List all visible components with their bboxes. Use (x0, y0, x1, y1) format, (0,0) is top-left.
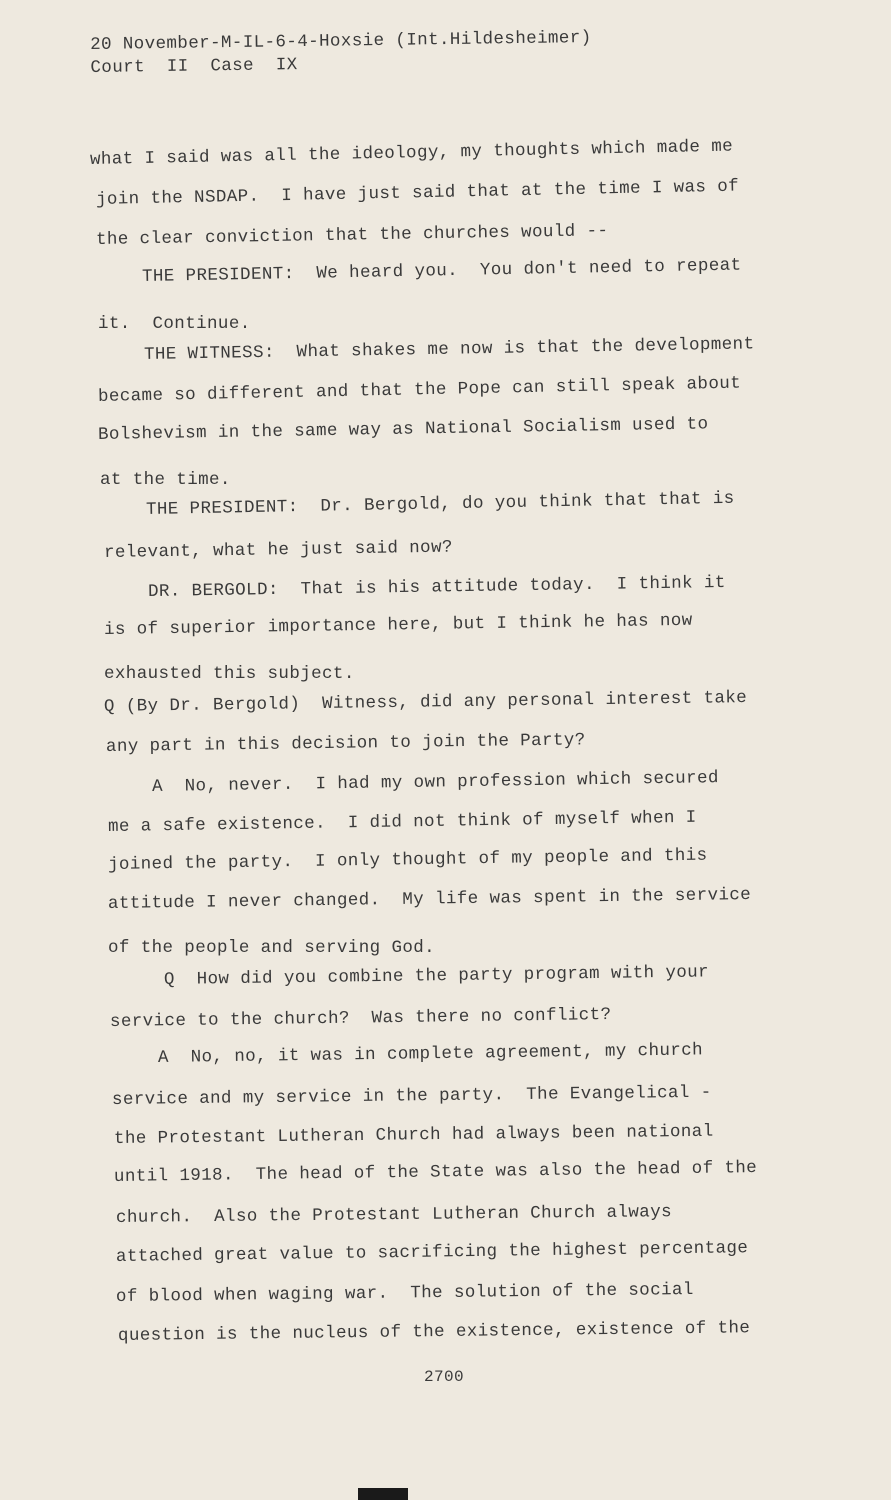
text-line: A No, no, it was in complete agreement, my church (157, 1040, 704, 1068)
text-line: Q (By Dr. Bergold) Witness, did any personal interest take (103, 688, 748, 717)
text-line: became so different and that the Pope can still speak about (97, 373, 742, 407)
text-line: question is the nucleus of the existence, existence of the (117, 1318, 751, 1346)
text-line: exhausted this subject. (104, 664, 355, 684)
header-case-line: 20 November-M-IL-6-4-Hoxsie (Int.Hildesheimer) (90, 27, 592, 55)
text-line: join the NSDAP. I have just said that at the time I was of (95, 176, 740, 210)
text-line: Bolshevism in the same way as National Socialism used to (97, 414, 709, 445)
text-line: me a safe existence. I did not think of myself when I (107, 807, 697, 837)
text-line: of blood when waging war. The solution of the social (115, 1279, 694, 1307)
text-line: attached great value to sacrificing the highest percentage (115, 1238, 749, 1267)
text-line: service to the church? Was there no conflict? (109, 1004, 612, 1032)
text-line: relevant, what he just said now? (103, 537, 453, 563)
text-line: the clear conviction that the churches would -- (95, 221, 609, 250)
binding-mark (358, 1488, 408, 1500)
text-line: THE PRESIDENT: We heard you. You don't need to repeat (141, 255, 742, 287)
text-line: THE PRESIDENT: Dr. Bergold, do you think that that is (145, 488, 735, 520)
text-line: what I said was all the ideology, my thoughts which made me (89, 136, 734, 170)
text-line: any part in this decision to join the Party? (105, 730, 586, 757)
text-line: of the people and serving God. (108, 938, 436, 958)
text-line: it. Continue. (98, 314, 251, 334)
text-line: A No, never. I had my own profession which secured (151, 768, 719, 797)
text-line: the Protestant Lutheran Church had always been national (113, 1121, 714, 1149)
page-number: 2700 (424, 1368, 465, 1386)
text-line: church. Also the Protestant Lutheran Church always (115, 1202, 673, 1228)
document-header (90, 27, 592, 80)
text-line: is of superior importance here, but I think he has now (103, 610, 693, 640)
text-line: Q How did you combine the party program with your (163, 962, 710, 990)
header-court-line: Court II Case IX (90, 55, 298, 78)
text-line: service and my service in the party. The Evangelical - (111, 1082, 712, 1110)
text-line: DR. BERGOLD: That is his attitude today. I think it (147, 572, 726, 602)
text-line: at the time. (100, 470, 231, 490)
text-line: attitude I never changed. My life was spent in the service (107, 885, 752, 914)
text-line: until 1918. The head of the State was also the head of the (113, 1158, 758, 1187)
text-line: THE WITNESS: What shakes me now is that the development (143, 334, 755, 365)
text-line: joined the party. I only thought of my people and this (107, 845, 708, 875)
